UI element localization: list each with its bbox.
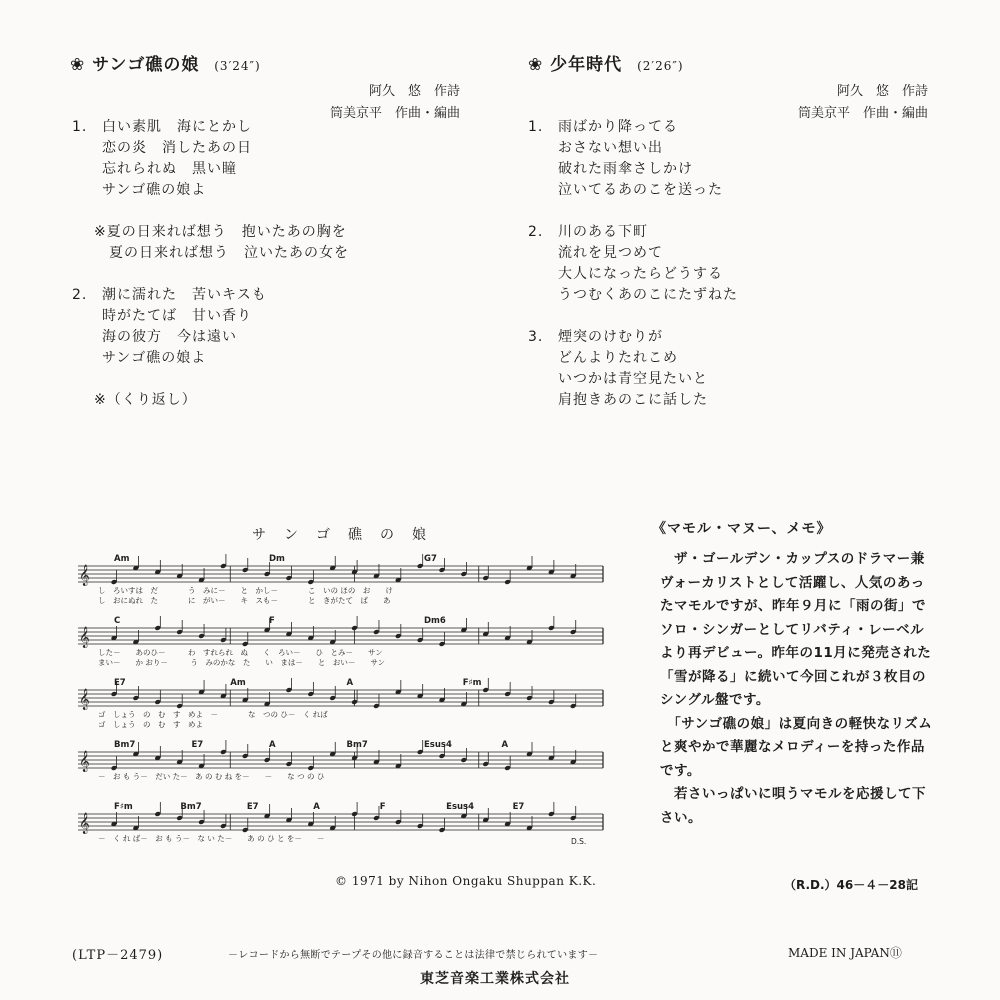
song2-composer: 筒美京平 作曲・編曲 <box>797 106 928 121</box>
song1-verse2 <box>72 285 472 369</box>
verse-number: 1. <box>72 119 88 135</box>
treble-clef-icon: 𝄞 <box>79 565 90 586</box>
chord-symbol: Esus4 <box>424 740 452 750</box>
lyric-line: 夏の日来れば想う 泣いたあの女を <box>109 245 349 261</box>
lyric-line: いつかは青空見たいと <box>558 371 708 387</box>
lyric-line: 忘れられぬ 黒い瞳 <box>102 161 237 177</box>
lyric-line: サンゴ礁の娘よ <box>102 350 207 366</box>
chord-symbol: E7 <box>246 802 259 812</box>
song2-duration: (2′26″) <box>637 59 684 73</box>
lyric-line: 恋の炎 消したあの日 <box>102 140 252 156</box>
chord-symbol: Esus4 <box>446 802 475 812</box>
song2-verse1 <box>528 117 928 201</box>
lyric-line: サンゴ礁の娘よ <box>102 182 207 198</box>
song2-title: 少年時代 <box>550 55 623 75</box>
lyric-line: ※夏の日来れば想う 抱いたあの胸を <box>94 224 347 240</box>
lyric-line: うつむくあのこにたずねた <box>558 287 738 303</box>
song2-verse2 <box>528 222 928 306</box>
verse-number: 3. <box>528 329 544 345</box>
lyric-line: 流れを見つめて <box>558 245 663 261</box>
chord-symbol: E7 <box>512 802 525 812</box>
chord-symbol: Am <box>114 554 130 564</box>
sheet-music <box>70 548 610 868</box>
score-lyric-line: した－ あのひ－ わ すれられ ぬ く ろい－ ひ とみ－ サン <box>98 648 383 657</box>
treble-clef-icon: 𝄞 <box>79 751 90 772</box>
score-lyric-line: し おにぬれ た に がい－ キ スも－ と きがたて ば あ <box>98 596 391 605</box>
treble-clef-icon: 𝄞 <box>79 689 90 710</box>
song1-title-row <box>70 50 460 75</box>
score-lyric-line: － く れ ば－ お も う－ な い た－ あ の ひ と を－ － <box>98 834 325 843</box>
lyric-line: 雨ばかり降ってる <box>558 119 678 135</box>
song1-block <box>70 50 460 125</box>
score-lyric-line: し ろいすは だ う みに－ と かし－ こ いの ほの お け <box>98 586 393 595</box>
chord-symbol: E7 <box>114 678 126 688</box>
catalog-number: (LTP－2479) <box>72 948 164 963</box>
treble-clef-icon: 𝄞 <box>79 813 90 834</box>
song2-lyricist: 阿久 悠 作詩 <box>836 84 928 99</box>
chord-symbol: F <box>269 616 275 626</box>
lyric-line: 泣いてるあのこを送った <box>558 182 723 198</box>
score-lyric-line: まい－ か おり－ う みのかな た い まは－ と おい－ サン <box>98 658 386 667</box>
song1-duration: (3′24″) <box>214 59 261 73</box>
lyric-line: 大人になったらどうする <box>558 266 723 282</box>
lyric-line: 時がたてば 甘い香り <box>102 308 252 324</box>
lyric-line: 海の彼方 今は遠い <box>102 329 237 345</box>
made-in-japan: MADE IN JAPAN⑪ <box>788 946 902 960</box>
score-lyric-line: ゴ しょう の む す めよ <box>98 720 203 729</box>
chord-symbol: Dm <box>269 554 285 564</box>
lyric-line: 肩抱きあのこに話した <box>558 392 708 408</box>
chord-symbol: A <box>313 802 320 812</box>
lyric-line: 破れた雨傘さしかけ <box>558 161 693 177</box>
lyric-line: どんよりたれこめ <box>558 350 678 366</box>
lyric-line: おさない想い出 <box>558 140 663 156</box>
chord-symbol: F <box>379 802 386 812</box>
score-title: サ ン ゴ 礁 の 娘 <box>252 527 428 543</box>
chord-symbol: Bm7 <box>346 740 368 750</box>
song2-block <box>528 50 928 125</box>
verse-number: 2. <box>528 224 544 240</box>
chord-symbol: E7 <box>191 740 204 750</box>
verse-number: 2. <box>72 287 88 303</box>
chord-symbol: F♯m <box>462 678 482 688</box>
lyric-line: 白い素肌 海にとかし <box>102 119 252 135</box>
song2-lyrics <box>528 117 928 411</box>
copy-notice: －レコードから無断でテープその他に録音することは法律で禁じられています－ <box>228 950 599 961</box>
score-lyric-line: － お も う－ だい た－ あ の む ね を－ － な つ の ひ <box>98 772 325 781</box>
flower-icon: ❀ <box>70 55 86 75</box>
song2-verse3 <box>528 327 928 411</box>
chord-symbol: Bm7 <box>114 740 136 750</box>
chord-symbol: C <box>114 616 121 626</box>
song2-title-row <box>528 50 928 75</box>
memo-paragraph: 「サンゴ礁の娘」は夏向きの軽快なリズムと爽やかで華麗なメロディーを持った作品です。 <box>660 715 933 779</box>
song1-title: サンゴ礁の娘 <box>92 55 200 75</box>
chord-symbol: Bm7 <box>180 802 202 812</box>
memo-title: 《マモル・マヌー、メモ》 <box>652 521 832 537</box>
memo-paragraph: ザ・ゴールデン・カップスのドラマー兼ヴォーカリストとして活躍し、人気のあったマモルですが、昨年９月に「雨の街」でソロ・シンガーとしてリバティ・レーベルより再デビュー。昨年の11月に発売された「雪が降る」に続いて今回これが３枚目のシングル盤です。 <box>660 551 932 708</box>
score-lyric-line: ゴ しょう の む す めよ － な つの ひ－ く れば <box>98 710 328 719</box>
chord-symbol: Dm6 <box>424 616 446 626</box>
lyric-line: 川のある下町 <box>558 224 648 240</box>
lyric-line: 煙突のけむりが <box>558 329 663 345</box>
chord-symbol: A <box>269 740 276 750</box>
song1-lyricist: 阿久 悠 作詩 <box>368 84 460 99</box>
lyric-line: 潮に濡れた 苦いキスも <box>102 287 267 303</box>
ds-marking: D.S. <box>571 837 587 846</box>
chord-symbol: A <box>346 678 354 688</box>
company-name: 東芝音楽工業株式会社 <box>420 971 570 987</box>
memo-body <box>660 548 938 830</box>
song1-chorus <box>72 222 472 264</box>
memo-signature: （R.D.）46－４－28記 <box>784 878 918 892</box>
song1-verse1 <box>72 117 472 201</box>
chord-symbol: F♯m <box>114 802 133 812</box>
chord-symbol: G7 <box>424 554 437 564</box>
song1-composer: 筒美京平 作曲・編曲 <box>329 106 460 121</box>
memo-paragraph: 若さいっぱいに唄うマモルを応援して下さい。 <box>660 786 926 826</box>
chord-symbol: Am <box>230 678 246 688</box>
song1-repeat: ※（くり返し） <box>94 392 197 408</box>
flower-icon: ❀ <box>528 55 544 75</box>
chord-symbol: A <box>501 740 509 750</box>
song1-lyrics <box>72 117 472 411</box>
copyright: © 1971 by Nihon Ongaku Shuppan K.K. <box>335 874 597 888</box>
verse-number: 1. <box>528 119 544 135</box>
treble-clef-icon: 𝄞 <box>79 627 90 648</box>
